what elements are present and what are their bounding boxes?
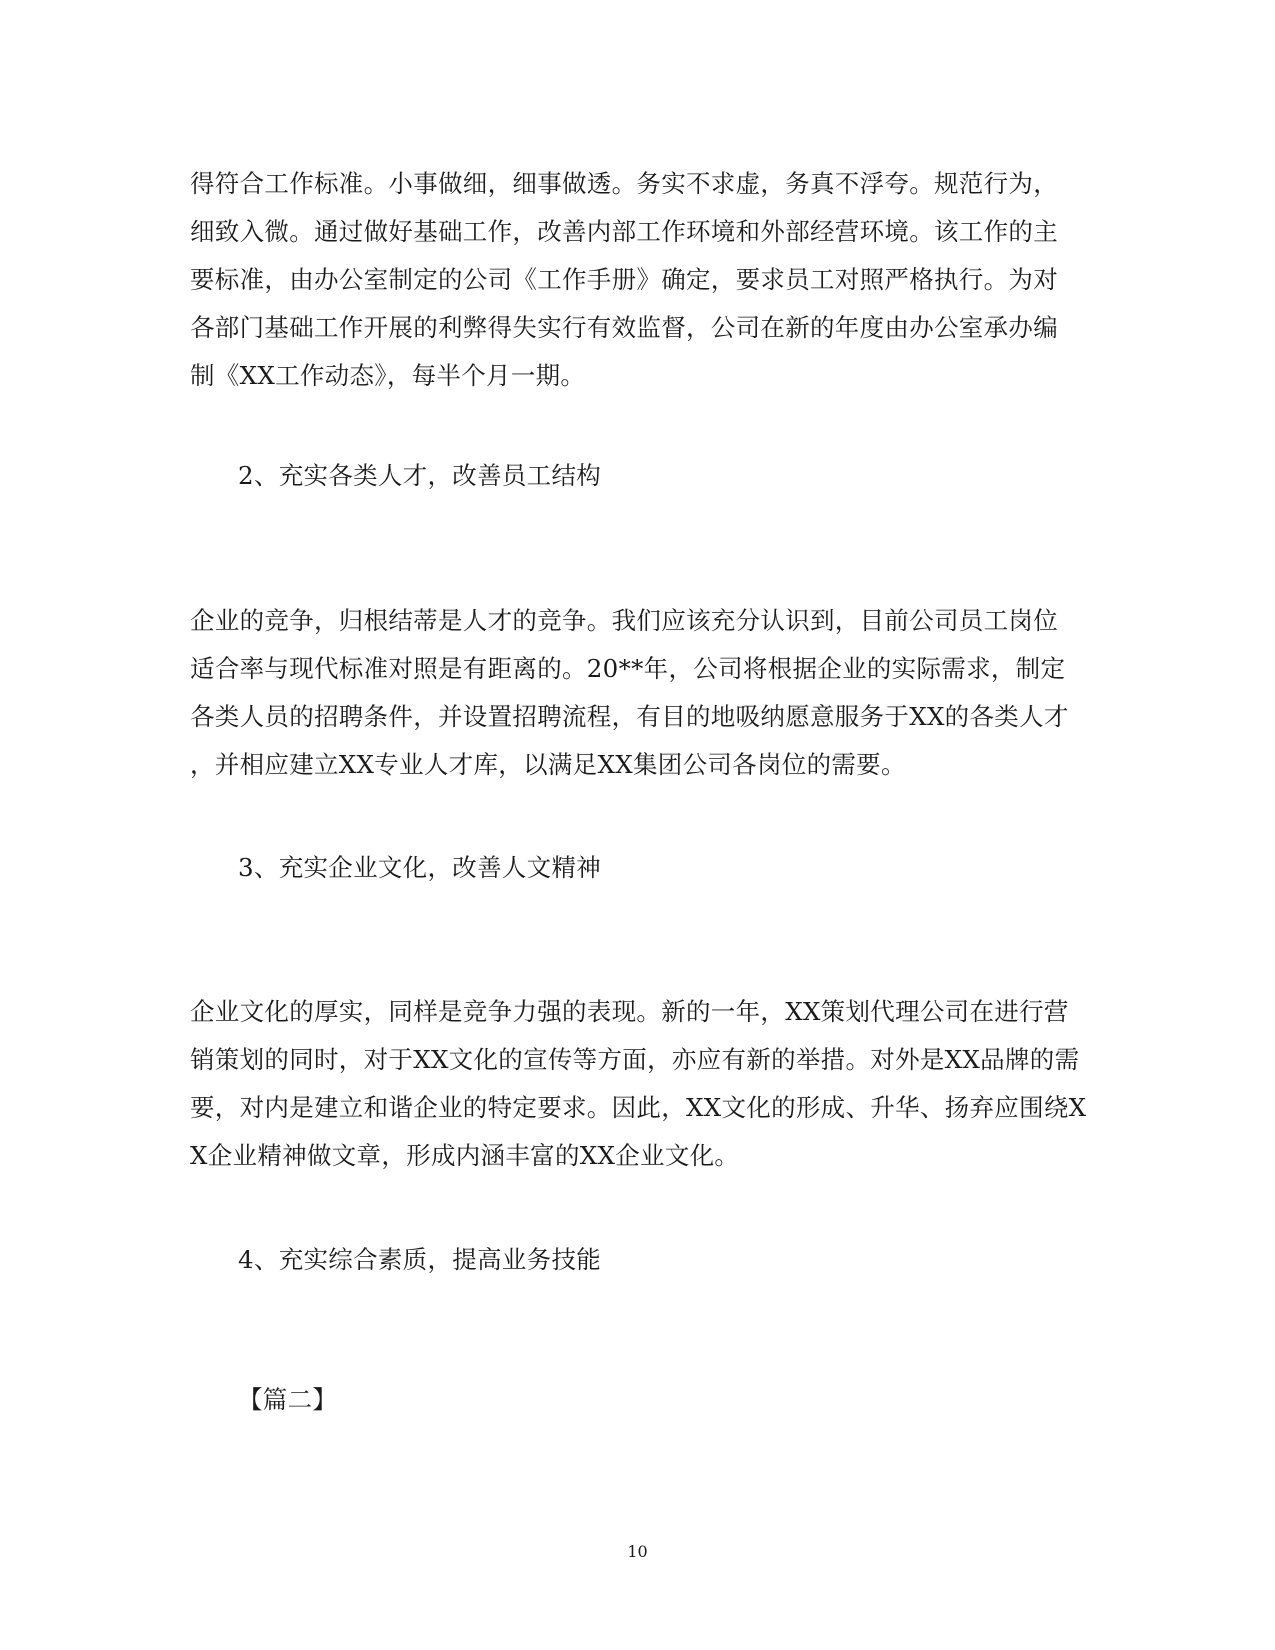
paragraph-line: 各类人员的招聘条件，并设置招聘流程，有目的地吸纳愿意服务于XX的各类人才	[190, 702, 1069, 731]
paragraph-talent	[190, 597, 1080, 789]
section-heading-skills: 4、充实综合素质，提高业务技能	[238, 1245, 602, 1274]
page-number: 10	[627, 1542, 648, 1561]
section-label-part-two: 【篇二】	[238, 1385, 338, 1414]
paragraph-line: 销策划的同时，对于XX文化的宣传等方面，亦应有新的举措。对外是XX品牌的需	[190, 1045, 1080, 1074]
paragraph-line: 适合率与现代标准对照是有距离的。20**年，公司将根据企业的实际需求，制定	[190, 654, 1066, 683]
paragraph-line: ，并相应建立XX专业人才库，以满足XX集团公司各岗位的需要。	[190, 750, 906, 779]
paragraph-culture	[190, 988, 1087, 1180]
paragraph-line: 得符合工作标准。小事做细，细事做透。务实不求虚，务真不浮夸。规范行为，	[190, 169, 1058, 198]
paragraph-line: 细致入微。通过做好基础工作，改善内部工作环境和外部经营环境。该工作的主	[190, 217, 1058, 246]
paragraph-line: 企业的竞争，归根结蒂是人才的竞争。我们应该充分认识到，目前公司员工岗位	[190, 606, 1058, 635]
section-heading-talent: 2、充实各类人才，改善员工结构	[238, 461, 602, 490]
paragraph-line: 各部门基础工作开展的利弊得失实行有效监督，公司在新的年度由办公室承办编	[190, 313, 1058, 342]
paragraph-line: 要，对内是建立和谐企业的特定要求。因此，XX文化的形成、升华、扬弃应围绕X	[190, 1093, 1087, 1122]
paragraph-line: X企业精神做文章，形成内涵丰富的XX企业文化。	[190, 1141, 740, 1170]
paragraph-line: 制《XX工作动态》，每半个月一期。	[190, 361, 586, 390]
section-heading-culture: 3、充实企业文化，改善人文精神	[238, 853, 602, 882]
paragraph-line: 企业文化的厚实，同样是竞争力强的表现。新的一年，XX策划代理公司在进行营	[190, 997, 1069, 1026]
paragraph-basic-work	[190, 160, 1080, 400]
paragraph-line: 要标准，由办公室制定的公司《工作手册》确定，要求员工对照严格执行。为对	[190, 265, 1058, 294]
